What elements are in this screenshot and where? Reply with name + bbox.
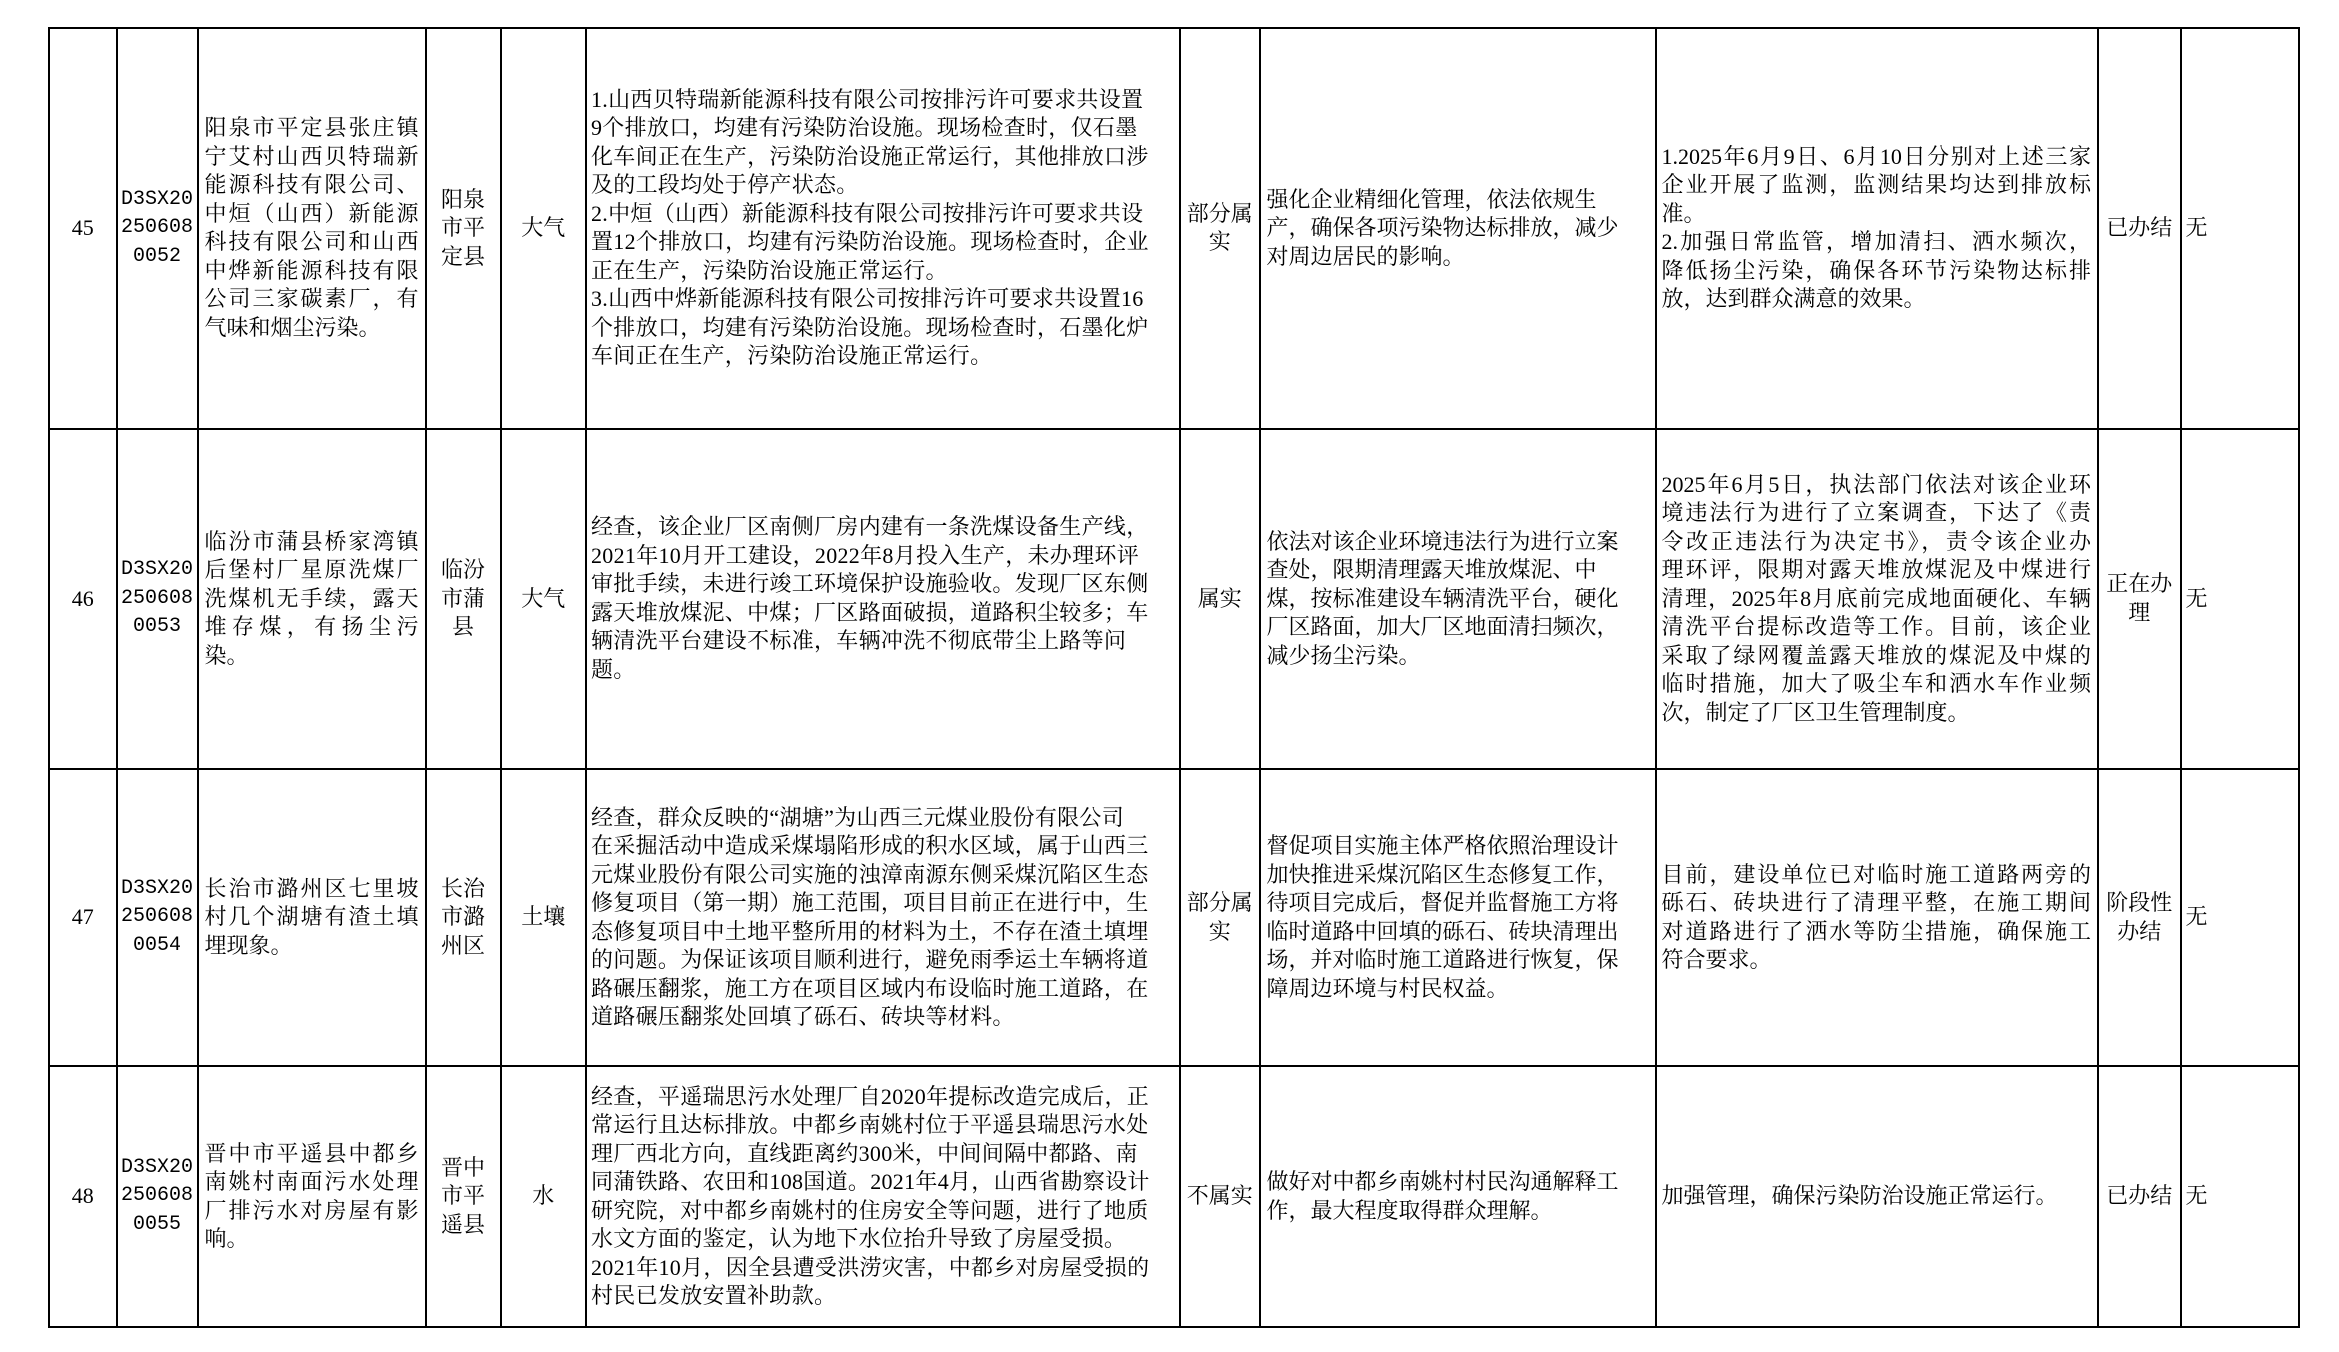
text-paragraph (1662, 1182, 2092, 1211)
investigation-findings (586, 769, 1180, 1066)
text-line: 2.中烜（山西）新能源科技有限公司按排污许可要求共设 (591, 200, 1144, 226)
text-line: 3.山西中烨新能源科技有限公司按排污许可要求共设置16 (591, 286, 1144, 312)
text-line: 2021年10月，因全县遭受洪涝灾害，中都乡对房屋受损的 (591, 1254, 1150, 1280)
text-paragraph (1267, 1168, 1649, 1225)
text-line: 水文方面的鉴定，认为地下水位抬升导致了房屋受损。 (591, 1226, 1127, 1251)
complaint-description: 阳泉市平定县张庄镇宁艾村山西贝特瑞新能源科技有限公司、中烜（山西）新能源科技有限公司和山西中烨新能源科技有限公司三家碳素厂，有气味和烟尘污染。 (198, 28, 426, 429)
text-line: 态修复项目中土地平整所用的材料为土，不存在渣土填埋 (591, 918, 1149, 944)
text-line: 村民已发放安置补助款。 (591, 1283, 837, 1308)
text-line: 临时道路中回填的砾石、砖块清理出 (1266, 918, 1619, 944)
text-line: 个排放口，均建有污染防治设施。现场检查时，石墨化炉 (591, 314, 1149, 340)
handling-measures (1260, 1066, 1656, 1327)
text-line: 理厂西北方向，直线距离约300米，中间间隔中都路、南 (591, 1140, 1138, 1166)
complaint-description: 临汾市蒲县桥家湾镇后堡村厂星原洗煤厂洗煤机无手续，露天堆存煤，有扬尘污染。 (198, 429, 426, 770)
text-line: 砾石、砖块进行了清理平整，在施工期间 (1661, 890, 2091, 915)
text-line: 2021年10月开工建设，2022年8月投入生产，未办理环评 (591, 542, 1140, 568)
text-line: 研究院，对中都乡南姚村的住房安全等问题，进行了地质 (591, 1197, 1149, 1223)
text-line: 题。 (591, 656, 636, 682)
case-id: D3SX202506080053 (117, 429, 198, 770)
text-line: 对周边居民的影响。 (1266, 243, 1465, 269)
text-paragraph (591, 1083, 1175, 1311)
table-row (49, 769, 2299, 1066)
text-paragraph (591, 285, 1175, 371)
text-line: 清洗平台提标改造等工作。目前，该企业 (1661, 614, 2091, 639)
case-id: D3SX202506080054 (117, 769, 198, 1066)
handling-measures (1260, 769, 1656, 1066)
pollution-category: 水 (501, 1066, 587, 1327)
text-line: 境违法行为进行了立案调查，下达了《责 (1661, 500, 2091, 525)
location: 晋中市平遥县 (426, 1066, 501, 1327)
investigation-findings (586, 28, 1180, 429)
text-paragraph (1267, 186, 1649, 272)
remarks: 无 (2181, 769, 2300, 1066)
pollution-category: 土壤 (501, 769, 587, 1066)
table-row (49, 429, 2299, 770)
complaint-report-table (48, 27, 2300, 1328)
text-line: 理环评，限期对露天堆放煤泥及中煤进行 (1661, 557, 2091, 582)
text-line: 车间正在生产，污染防治设施正常运行。 (591, 343, 993, 369)
text-paragraph (591, 513, 1175, 684)
text-line: 修复项目（第一期）施工范围，项目目前正在进行中，生 (591, 890, 1149, 915)
text-line: 的问题。为保证该项目顺利进行，避免雨季运土车辆将道 (591, 947, 1149, 972)
text-line: 常运行且达标排放。中都乡南姚村位于平遥县瑞思污水处 (591, 1112, 1149, 1137)
rectification-results (1656, 28, 2099, 429)
status: 已办结 (2098, 28, 2181, 429)
table-row (49, 28, 2299, 429)
text-paragraph (1662, 471, 2092, 728)
text-line: 审批手续，未进行竣工环境保护设施验收。发现厂区东侧 (591, 571, 1149, 597)
text-line: 减少扬尘污染。 (1266, 642, 1421, 668)
remarks: 无 (2181, 28, 2300, 429)
text-line: 9个排放口，均建有污染防治设施。现场检查时，仅石墨 (591, 115, 1138, 141)
text-line: 同蒲铁路、农田和108国道。2021年4月，山西省勘察设计 (591, 1169, 1150, 1194)
text-line: 督促项目实施主体严格依照治理设计 (1266, 833, 1619, 858)
text-line: 元煤业股份有限公司实施的浊漳南源东侧采煤沉陷区生态 (591, 861, 1149, 887)
status: 阶段性办结 (2098, 769, 2181, 1066)
text-line: 道路碾压翻浆处回填了砾石、砖块等材料。 (591, 1004, 1015, 1029)
location: 长治市潞州区 (426, 769, 501, 1066)
text-paragraph (1662, 861, 2092, 975)
rectification-results (1656, 1066, 2099, 1327)
text-line: 辆清洗平台建设不标准，车辆冲洗不彻底带尘上路等问 (591, 628, 1127, 654)
text-line: 厂区路面，加大厂区地面清扫频次， (1266, 614, 1619, 639)
case-id: D3SX202506080055 (117, 1066, 198, 1327)
handling-measures (1260, 28, 1656, 429)
text-paragraph (1267, 832, 1649, 1003)
complaint-description: 长治市潞州区七里坡村几个湖塘有渣土填埋现象。 (198, 769, 426, 1066)
complaint-description: 晋中市平遥县中都乡南姚村南面污水处理厂排污水对房屋有影响。 (198, 1066, 426, 1327)
text-line: 临时措施，加大了吸尘车和洒水车作业频 (1661, 671, 2091, 696)
text-line: 路碾压翻浆，施工方在项目区域内布设临时施工道路，在 (591, 975, 1149, 1001)
text-line: 经查，群众反映的“湖塘”为山西三元煤业股份有限公司 (591, 804, 1125, 830)
text-line: 正在生产，污染防治设施正常运行。 (591, 257, 948, 283)
text-line: 符合要求。 (1661, 947, 1772, 972)
text-line: 露天堆放煤泥、中煤；厂区路面破损，道路积尘较多；车 (591, 599, 1149, 625)
rectification-results (1656, 429, 2099, 770)
item-number: 47 (49, 769, 117, 1066)
text-line: 2.加强日常监管，增加清扫、洒水频次， (1661, 229, 2091, 255)
text-line: 场，并对临时施工道路进行恢复，保 (1266, 947, 1619, 972)
text-line: 作，最大程度取得群众理解。 (1266, 1197, 1553, 1223)
table-row (49, 1066, 2299, 1327)
text-line: 障周边环境与村民权益。 (1266, 975, 1509, 1001)
text-line: 经查，该企业厂区南侧厂房内建有一条洗煤设备生产线， (591, 514, 1149, 540)
text-paragraph (591, 804, 1175, 1032)
text-line: 待项目完成后，督促并监督施工方将 (1266, 890, 1619, 915)
text-line: 经查，平遥瑞思污水处理厂自2020年提标改造完成后，正 (591, 1083, 1150, 1109)
text-line: 及的工段均处于停产状态。 (591, 172, 859, 198)
location: 临汾市蒲县 (426, 429, 501, 770)
text-line: 加强管理，确保污染防治设施正常运行。 (1661, 1183, 2058, 1209)
text-line: 准。 (1661, 200, 1706, 226)
location: 阳泉市平定县 (426, 28, 501, 429)
text-line: 降低扬尘污染，确保各环节污染物达标排 (1661, 257, 2091, 283)
remarks: 无 (2181, 429, 2300, 770)
text-line: 化车间正在生产，污染防治设施正常运行，其他排放口涉 (591, 143, 1149, 169)
rectification-results (1656, 769, 2099, 1066)
text-line: 1.山西贝特瑞新能源科技有限公司按排污许可要求共设置 (591, 86, 1144, 112)
text-line: 煤，按标准建设车辆清洗平台，硬化 (1266, 585, 1619, 611)
text-line: 对道路进行了洒水等防尘措施，确保施工 (1661, 918, 2091, 944)
pollution-category: 大气 (501, 429, 587, 770)
text-paragraph (1267, 528, 1649, 671)
item-number: 48 (49, 1066, 117, 1327)
text-paragraph (1662, 143, 2092, 229)
text-line: 强化企业精细化管理，依法依规生 (1266, 186, 1597, 212)
text-line: 2025年6月5日，执法部门依法对该企业环 (1661, 471, 2091, 497)
text-line: 清理，2025年8月底前完成地面硬化、车辆 (1661, 585, 2091, 611)
text-paragraph (591, 86, 1175, 200)
text-line: 目前，建设单位已对临时施工道路两旁的 (1661, 861, 2091, 887)
status: 已办结 (2098, 1066, 2181, 1327)
text-line: 采取了绿网覆盖露天堆放的煤泥及中煤的 (1661, 642, 2091, 668)
status: 正在办理 (2098, 429, 2181, 770)
remarks: 无 (2181, 1066, 2300, 1327)
text-line: 企业开展了监测，监测结果均达到排放标 (1661, 172, 2091, 198)
text-line: 加快推进采煤沉陷区生态修复工作， (1266, 861, 1619, 887)
text-line: 放，达到群众满意的效果。 (1661, 286, 1926, 312)
verification-result: 属实 (1180, 429, 1260, 770)
verification-result: 不属实 (1180, 1066, 1260, 1327)
verification-result: 部分属实 (1180, 769, 1260, 1066)
text-paragraph (591, 200, 1175, 286)
text-line: 令改正违法行为决定书》，责令该企业办 (1661, 528, 2091, 554)
text-line: 产，确保各项污染物达标排放，减少 (1266, 215, 1619, 240)
case-id: D3SX202506080052 (117, 28, 198, 429)
text-paragraph (1662, 228, 2092, 314)
text-line: 在采掘活动中造成采煤塌陷形成的积水区域，属于山西三 (591, 833, 1149, 858)
handling-measures (1260, 429, 1656, 770)
verification-result: 部分属实 (1180, 28, 1260, 429)
item-number: 46 (49, 429, 117, 770)
text-line: 置12个排放口，均建有污染防治设施。现场检查时，企业 (591, 229, 1149, 255)
item-number: 45 (49, 28, 117, 429)
text-line: 依法对该企业环境违法行为进行立案 (1266, 528, 1619, 554)
text-line: 查处，限期清理露天堆放煤泥、中 (1266, 557, 1597, 582)
pollution-category: 大气 (501, 28, 587, 429)
text-line: 做好对中都乡南姚村村民沟通解释工 (1266, 1169, 1619, 1194)
text-line: 次，制定了厂区卫生管理制度。 (1661, 699, 1970, 725)
investigation-findings (586, 429, 1180, 770)
text-line: 1.2025年6月9日、6月10日分别对上述三家 (1661, 143, 2091, 169)
investigation-findings (586, 1066, 1180, 1327)
